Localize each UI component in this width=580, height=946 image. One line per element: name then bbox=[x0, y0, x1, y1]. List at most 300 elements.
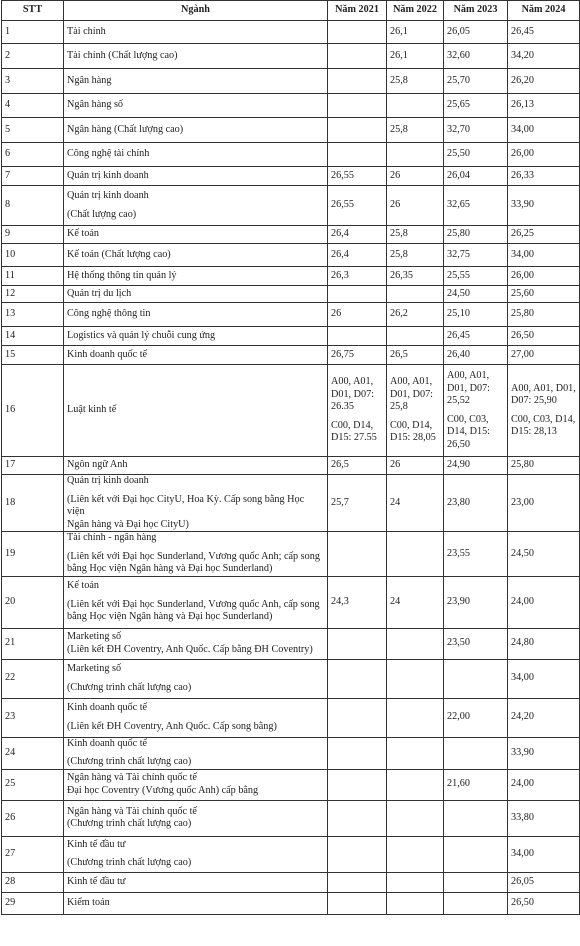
cell-nam-2021-line bbox=[331, 127, 383, 133]
cell-nam-2024 bbox=[508, 118, 580, 143]
cell-nam-2022 bbox=[387, 118, 444, 143]
table-row bbox=[2, 698, 580, 737]
cell-nam-2022 bbox=[387, 532, 444, 577]
cell-nam-2021-line: C00, D14, bbox=[331, 419, 374, 431]
cell-nam-2021-line: D15: 27.55 bbox=[331, 432, 377, 444]
cell-nganh-line: (Liên kết với Đại học Sunderland, Vương quốc Anh, cấp song bbox=[67, 598, 320, 610]
cell-nam-2024-line: D15: 28,13 bbox=[511, 426, 557, 437]
cell-nam-2022-line: 25,8 bbox=[390, 401, 408, 413]
cell-nam-2023 bbox=[444, 286, 508, 303]
cell-nganh-line: Quản trị kinh doanh bbox=[67, 475, 149, 486]
cell-nam-2024-line: 24,50 bbox=[511, 547, 534, 559]
cell-stt: 24 bbox=[2, 737, 64, 769]
cell-nam-2022-line bbox=[390, 715, 440, 721]
table-row bbox=[2, 769, 580, 800]
cell-nam-2023-line bbox=[447, 676, 504, 682]
cell-nam-2024 bbox=[508, 769, 580, 800]
table-row bbox=[2, 346, 580, 365]
cell-nam-2024-line: 24,20 bbox=[511, 711, 534, 723]
cell-nam-2022-line bbox=[390, 641, 440, 647]
cell-stt: 16 bbox=[2, 365, 64, 457]
cell-nam-2023-line: 23,55 bbox=[447, 547, 470, 559]
cell-nganh bbox=[64, 267, 328, 286]
cell-nam-2021-line bbox=[331, 333, 383, 339]
cell-nam-2021 bbox=[328, 628, 387, 659]
cell-nam-2022-line: 25,8 bbox=[390, 248, 408, 260]
cell-nam-2023-line: 26,05 bbox=[447, 25, 470, 37]
cell-nam-2024 bbox=[508, 737, 580, 769]
table-row bbox=[2, 659, 580, 698]
cell-nam-2023 bbox=[444, 836, 508, 872]
cell-nam-2024 bbox=[508, 457, 580, 475]
cell-nam-2024-line: 26,20 bbox=[511, 74, 534, 86]
cell-nam-2024 bbox=[508, 267, 580, 286]
cell-nam-2021 bbox=[328, 800, 387, 836]
cell-nam-2023-line: 26,50 bbox=[447, 438, 470, 450]
cell-nam-2022 bbox=[387, 457, 444, 475]
cell-nam-2021-line bbox=[331, 750, 383, 756]
cell-nam-2024 bbox=[508, 628, 580, 659]
table-row bbox=[2, 143, 580, 167]
cell-nam-2024 bbox=[508, 698, 580, 737]
cell-nganh-line: Quản trị kinh doanh bbox=[67, 169, 149, 181]
cell-nam-2022 bbox=[387, 659, 444, 698]
cell-nam-2023 bbox=[444, 69, 508, 94]
cell-nam-2024 bbox=[508, 44, 580, 69]
cell-nam-2023 bbox=[444, 737, 508, 769]
cell-nam-2024-line: A00, A01, D01, bbox=[511, 382, 576, 394]
cell-nganh bbox=[64, 21, 328, 44]
cell-stt: 13 bbox=[2, 303, 64, 327]
cell-stt: 11 bbox=[2, 267, 64, 286]
cell-nam-2024-line: 34,00 bbox=[511, 248, 534, 260]
cell-nganh bbox=[64, 346, 328, 365]
cell-stt: 29 bbox=[2, 892, 64, 914]
cell-nam-2022-line bbox=[390, 851, 440, 857]
cell-nam-2023-line: 25,10 bbox=[447, 308, 470, 320]
cell-nam-2021 bbox=[328, 118, 387, 143]
cell-nganh-line: Kinh tế đầu tư bbox=[67, 838, 126, 850]
cell-nam-2021-line bbox=[331, 900, 383, 906]
cell-nam-2024 bbox=[508, 186, 580, 226]
cell-nganh-line: (Chương trình chất lượng cao) bbox=[67, 681, 192, 693]
table-row bbox=[2, 892, 580, 914]
cell-nganh-line: bằng Học viện Ngân hàng và Đại học Sunderland) bbox=[67, 611, 273, 623]
cell-stt: 8 bbox=[2, 186, 64, 226]
cell-nam-2022 bbox=[387, 267, 444, 286]
cell-nam-2024 bbox=[508, 365, 580, 457]
cell-nam-2024-line: 33,80 bbox=[511, 811, 534, 823]
cell-nam-2023-line: 25,80 bbox=[447, 228, 470, 240]
cell-nam-2023-line: 25,65 bbox=[447, 99, 470, 111]
cell-nganh-line: Kế toán bbox=[67, 228, 99, 240]
cell-nam-2021 bbox=[328, 167, 387, 186]
table-header bbox=[2, 1, 580, 21]
table-row bbox=[2, 186, 580, 226]
table-row bbox=[2, 327, 580, 346]
cell-nam-2022-line bbox=[390, 551, 440, 557]
cell-nam-2023 bbox=[444, 244, 508, 267]
cell-nam-2023 bbox=[444, 365, 508, 457]
cell-nam-2024 bbox=[508, 475, 580, 532]
cell-nam-2024-line: 26,13 bbox=[511, 99, 534, 111]
cell-nam-2024 bbox=[508, 576, 580, 628]
cell-nganh-line: Kế toán bbox=[67, 580, 99, 592]
cell-nam-2022 bbox=[387, 769, 444, 800]
cell-nam-2023-line: 23,80 bbox=[447, 496, 470, 508]
cell-nam-2024-line: 23,00 bbox=[511, 496, 534, 508]
cell-nganh-line: Tài chính bbox=[67, 25, 106, 37]
cell-nganh-line: Luật kinh tế bbox=[67, 404, 117, 416]
cell-nganh-line: Kinh doanh quốc tế bbox=[67, 702, 148, 713]
cell-nganh-line: (Liên kết với Đại học CityU, Hoa Kỳ. Cấp song bằng Học viện bbox=[67, 493, 305, 517]
header-nganh: Ngành bbox=[64, 1, 328, 21]
cell-nam-2023-line: 32,60 bbox=[447, 49, 470, 61]
cell-nam-2023-line: D01, D07: bbox=[447, 382, 491, 394]
cell-nam-2023-line bbox=[447, 851, 504, 857]
cell-nam-2022 bbox=[387, 143, 444, 167]
cell-nam-2021 bbox=[328, 94, 387, 118]
cell-nam-2023-line bbox=[447, 879, 504, 885]
cell-nam-2021-line: 26,4 bbox=[331, 248, 349, 260]
cell-nam-2022-line bbox=[390, 815, 440, 821]
cell-nganh bbox=[64, 532, 328, 577]
cell-nam-2022 bbox=[387, 69, 444, 94]
cell-nam-2021-line: 26,55 bbox=[331, 169, 354, 181]
cell-nam-2021 bbox=[328, 532, 387, 577]
cell-nam-2023-line: 26,45 bbox=[447, 329, 470, 341]
cell-stt: 9 bbox=[2, 226, 64, 244]
cell-nganh bbox=[64, 143, 328, 167]
cell-stt: 26 bbox=[2, 800, 64, 836]
cell-nam-2022-line: 26,5 bbox=[390, 348, 408, 360]
cell-nganh bbox=[64, 286, 328, 303]
cell-nganh-line: Ngân hàng và Tài chính quốc tế bbox=[67, 805, 197, 817]
cell-nam-2022-line bbox=[390, 879, 440, 885]
cell-nam-2023 bbox=[444, 892, 508, 914]
table-row bbox=[2, 286, 580, 303]
cell-stt: 7 bbox=[2, 167, 64, 186]
cell-nam-2022-line: 26,35 bbox=[390, 269, 413, 281]
cell-nam-2021-line: A00, A01, bbox=[331, 376, 374, 388]
cell-nam-2022 bbox=[387, 286, 444, 303]
cell-stt: 22 bbox=[2, 659, 64, 698]
cell-nam-2024 bbox=[508, 327, 580, 346]
cell-nganh-line: Logistics và quản lý chuỗi cung ứng bbox=[67, 329, 216, 341]
table-row bbox=[2, 800, 580, 836]
cell-nganh bbox=[64, 576, 328, 628]
table-row bbox=[2, 167, 580, 186]
cell-nam-2022 bbox=[387, 365, 444, 457]
cell-stt: 10 bbox=[2, 244, 64, 267]
cell-nganh-line: Công nghệ tài chính bbox=[67, 148, 150, 160]
cell-nganh bbox=[64, 244, 328, 267]
cell-nam-2021 bbox=[328, 267, 387, 286]
cell-nam-2023-line: 25,50 bbox=[447, 148, 470, 160]
cell-nam-2022-line: 25,8 bbox=[390, 74, 408, 86]
cell-nam-2022 bbox=[387, 303, 444, 327]
cell-nganh bbox=[64, 659, 328, 698]
table-row bbox=[2, 267, 580, 286]
cell-nam-2024 bbox=[508, 286, 580, 303]
cell-nam-2023 bbox=[444, 94, 508, 118]
cell-nam-2021 bbox=[328, 576, 387, 628]
cell-nganh-line: bằng Học viện Ngân hàng và Đại học Sunderland) bbox=[67, 563, 273, 574]
cell-nam-2021-line bbox=[331, 782, 383, 788]
cell-nam-2021 bbox=[328, 286, 387, 303]
cell-nam-2022-line: D01, D07: bbox=[390, 388, 434, 400]
cell-nganh bbox=[64, 186, 328, 226]
cell-stt: 6 bbox=[2, 143, 64, 167]
cell-stt: 14 bbox=[2, 327, 64, 346]
table-row bbox=[2, 457, 580, 475]
cell-nam-2022-line bbox=[390, 333, 440, 339]
cell-nganh bbox=[64, 628, 328, 659]
table-row bbox=[2, 737, 580, 769]
cell-nam-2023-line: 23,90 bbox=[447, 595, 470, 607]
cell-nam-2021-line bbox=[331, 851, 383, 857]
cell-nam-2023 bbox=[444, 21, 508, 44]
cell-nam-2024 bbox=[508, 659, 580, 698]
cell-nam-2022 bbox=[387, 576, 444, 628]
cell-nam-2024-line: 26,50 bbox=[511, 896, 534, 908]
cell-nam-2023 bbox=[444, 628, 508, 659]
cell-nganh-line: Ngân hàng (Chất lượng cao) bbox=[67, 123, 184, 135]
cell-nam-2022-line: 26 bbox=[390, 459, 401, 471]
header-row bbox=[2, 1, 580, 21]
cell-nam-2022 bbox=[387, 346, 444, 365]
cell-nam-2024-line: 24,00 bbox=[511, 595, 534, 607]
cell-nam-2024 bbox=[508, 836, 580, 872]
cell-nam-2024-line: 26,33 bbox=[511, 169, 534, 181]
cell-nganh bbox=[64, 226, 328, 244]
table-row bbox=[2, 94, 580, 118]
cell-nam-2021 bbox=[328, 143, 387, 167]
cell-nam-2023-line: 23,50 bbox=[447, 637, 470, 649]
table-row bbox=[2, 69, 580, 94]
cell-nam-2024-line: 26,00 bbox=[511, 148, 534, 160]
cell-nam-2022 bbox=[387, 94, 444, 118]
cell-nam-2021-line: 26,75 bbox=[331, 348, 354, 360]
cell-nam-2021 bbox=[328, 244, 387, 267]
cell-nam-2022-line bbox=[390, 676, 440, 682]
cell-nam-2023 bbox=[444, 346, 508, 365]
cell-stt: 3 bbox=[2, 69, 64, 94]
cell-nganh-line: Kinh doanh quốc tế bbox=[67, 737, 148, 749]
cell-nam-2024 bbox=[508, 167, 580, 186]
cell-nam-2023 bbox=[444, 167, 508, 186]
cell-nam-2023-line: D14, D15: bbox=[447, 426, 491, 437]
cell-nam-2023 bbox=[444, 327, 508, 346]
table-row bbox=[2, 44, 580, 69]
cell-stt: 23 bbox=[2, 698, 64, 737]
table-body bbox=[2, 21, 580, 915]
cell-nganh-line: (Chương trình chất lượng cao) bbox=[67, 857, 192, 868]
cell-nam-2022 bbox=[387, 44, 444, 69]
cell-stt: 19 bbox=[2, 532, 64, 577]
cell-nam-2022-line bbox=[390, 750, 440, 756]
cell-nam-2023-line: A00, A01, bbox=[447, 370, 490, 381]
table-row bbox=[2, 532, 580, 577]
cell-nganh-line: Kế toán (Chất lượng cao) bbox=[67, 248, 171, 260]
cell-nam-2023 bbox=[444, 659, 508, 698]
cell-nganh-line: Ngân hàng số bbox=[67, 99, 124, 111]
cell-nam-2024 bbox=[508, 303, 580, 327]
cell-nam-2023-line bbox=[447, 750, 504, 756]
cell-nam-2024-line: 34,00 bbox=[511, 847, 534, 859]
header-stt: STT bbox=[2, 1, 64, 21]
cell-nam-2023-line: 25,55 bbox=[447, 269, 470, 281]
cell-nam-2022-line bbox=[390, 900, 440, 906]
cell-nam-2021-line bbox=[331, 78, 383, 84]
cell-nam-2024-line: 34,00 bbox=[511, 123, 534, 135]
cell-nam-2022-line: 25,8 bbox=[390, 123, 408, 135]
cell-nam-2021 bbox=[328, 836, 387, 872]
cell-nam-2022-line: 25,8 bbox=[390, 228, 408, 240]
cell-stt: 4 bbox=[2, 94, 64, 118]
cell-nam-2021-line: 25,7 bbox=[331, 496, 349, 508]
cell-nganh bbox=[64, 737, 328, 769]
cell-nganh-line: Quản trị kinh doanh bbox=[67, 190, 149, 201]
cell-nganh-line: Đại học Coventry (Vương quốc Anh) cấp bằng bbox=[67, 784, 259, 796]
cell-nam-2021 bbox=[328, 769, 387, 800]
cell-nganh bbox=[64, 800, 328, 836]
cell-nam-2021-line bbox=[331, 551, 383, 557]
cell-nganh bbox=[64, 44, 328, 69]
cell-nganh bbox=[64, 836, 328, 872]
cell-nam-2021 bbox=[328, 457, 387, 475]
cell-nam-2021-line: 26.35 bbox=[331, 401, 354, 413]
cell-nam-2022-line: 24 bbox=[390, 496, 401, 508]
cell-nam-2024 bbox=[508, 872, 580, 892]
header-nam-2021: Năm 2021 bbox=[328, 1, 387, 21]
cell-nam-2022-line: 26 bbox=[390, 199, 401, 211]
cell-stt: 12 bbox=[2, 286, 64, 303]
cell-nam-2023 bbox=[444, 267, 508, 286]
cell-nam-2024 bbox=[508, 21, 580, 44]
cell-nam-2021 bbox=[328, 737, 387, 769]
cell-nganh-line: Quản trị du lịch bbox=[67, 287, 132, 299]
header-nam-2024: Năm 2024 bbox=[508, 1, 580, 21]
cell-nam-2022 bbox=[387, 186, 444, 226]
cell-nam-2024-line: 34,20 bbox=[511, 49, 534, 61]
cell-nam-2022-line: A00, A01, bbox=[390, 376, 433, 388]
header-nam-2022: Năm 2022 bbox=[387, 1, 444, 21]
cell-nam-2024-line: 26,25 bbox=[511, 228, 534, 240]
cell-nam-2023 bbox=[444, 576, 508, 628]
cell-nam-2022 bbox=[387, 892, 444, 914]
cell-nganh bbox=[64, 698, 328, 737]
cell-stt: 15 bbox=[2, 346, 64, 365]
cell-nam-2022-line bbox=[390, 782, 440, 788]
cell-nam-2023 bbox=[444, 475, 508, 532]
cell-nam-2022 bbox=[387, 475, 444, 532]
cell-nganh bbox=[64, 457, 328, 475]
cell-nam-2021 bbox=[328, 475, 387, 532]
table-row bbox=[2, 365, 580, 457]
cell-nam-2024 bbox=[508, 226, 580, 244]
cell-nam-2021-line: 26,3 bbox=[331, 269, 349, 281]
cell-nam-2023 bbox=[444, 143, 508, 167]
cell-nam-2024 bbox=[508, 94, 580, 118]
table-row bbox=[2, 118, 580, 143]
table-row bbox=[2, 226, 580, 244]
cell-nam-2024-line: 25,80 bbox=[511, 308, 534, 320]
cell-nam-2023 bbox=[444, 303, 508, 327]
cell-nam-2021-line: 26 bbox=[331, 308, 342, 320]
cell-stt: 5 bbox=[2, 118, 64, 143]
admission-scores-table bbox=[1, 0, 580, 915]
cell-nam-2023-line: 32,65 bbox=[447, 199, 470, 211]
cell-nganh-line: (Chương trình chất lượng cao) bbox=[67, 756, 192, 767]
cell-nam-2024-line: 24,80 bbox=[511, 637, 534, 649]
cell-nam-2024-line: 33,90 bbox=[511, 199, 534, 211]
cell-nganh bbox=[64, 118, 328, 143]
cell-nam-2022 bbox=[387, 872, 444, 892]
cell-nam-2024 bbox=[508, 892, 580, 914]
cell-nam-2024-line: 26,00 bbox=[511, 269, 534, 281]
cell-nam-2024 bbox=[508, 800, 580, 836]
cell-nam-2023-line: 24,90 bbox=[447, 459, 470, 471]
cell-nganh-line: (Liên kết ĐH Coventry, Anh Quốc. Cấp song bằng) bbox=[67, 720, 277, 732]
cell-nam-2022-line: 26,2 bbox=[390, 308, 408, 320]
cell-nam-2023 bbox=[444, 226, 508, 244]
cell-nam-2022 bbox=[387, 244, 444, 267]
cell-nam-2023-line bbox=[447, 900, 504, 906]
table-row bbox=[2, 576, 580, 628]
cell-nam-2024 bbox=[508, 69, 580, 94]
cell-nam-2024-line: 33,90 bbox=[511, 746, 534, 758]
cell-nganh bbox=[64, 167, 328, 186]
cell-nam-2021-line bbox=[331, 103, 383, 109]
cell-nam-2024-line: 26,50 bbox=[511, 329, 534, 341]
cell-nam-2022 bbox=[387, 737, 444, 769]
cell-nganh-line: Ngân hàng và Tài chính quốc tế bbox=[67, 772, 197, 783]
cell-nam-2021-line bbox=[331, 53, 383, 59]
table-row bbox=[2, 303, 580, 327]
cell-nam-2024-line: D07: 25,90 bbox=[511, 395, 557, 406]
cell-nam-2022 bbox=[387, 836, 444, 872]
cell-nganh bbox=[64, 94, 328, 118]
cell-nam-2024 bbox=[508, 532, 580, 577]
cell-nganh bbox=[64, 769, 328, 800]
cell-nam-2023 bbox=[444, 769, 508, 800]
cell-nam-2024-line: 25,60 bbox=[511, 287, 534, 299]
cell-nam-2023 bbox=[444, 44, 508, 69]
cell-nam-2021 bbox=[328, 186, 387, 226]
cell-nam-2021-line: D01, D07: bbox=[331, 388, 375, 400]
cell-nam-2024-line: 27,00 bbox=[511, 348, 534, 360]
cell-nam-2022-line: 24 bbox=[390, 595, 401, 607]
cell-nganh bbox=[64, 327, 328, 346]
cell-nam-2021 bbox=[328, 44, 387, 69]
cell-stt: 21 bbox=[2, 628, 64, 659]
cell-nam-2023 bbox=[444, 872, 508, 892]
cell-nganh-line: Ngân hàng bbox=[67, 74, 112, 86]
cell-nganh-line: Marketing số bbox=[67, 663, 122, 674]
cell-nam-2023 bbox=[444, 800, 508, 836]
cell-nganh-line: Kiểm toán bbox=[67, 896, 110, 908]
table-row bbox=[2, 836, 580, 872]
cell-nam-2022-line bbox=[390, 103, 440, 109]
cell-nganh-line: (Chất lượng cao) bbox=[67, 208, 137, 220]
cell-nam-2022 bbox=[387, 800, 444, 836]
cell-nam-2023-line: 22,00 bbox=[447, 711, 470, 723]
cell-nganh-line: (Liên kết ĐH Coventry, Anh Quốc. Cấp bằng ĐH Coventry) bbox=[67, 643, 313, 655]
cell-nam-2021 bbox=[328, 303, 387, 327]
cell-nam-2023-line: 21,60 bbox=[447, 778, 470, 790]
cell-nam-2024 bbox=[508, 244, 580, 267]
